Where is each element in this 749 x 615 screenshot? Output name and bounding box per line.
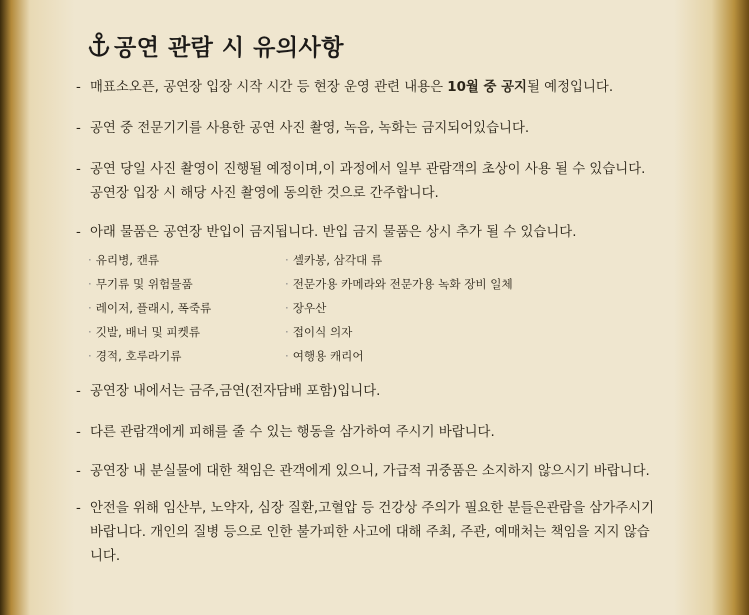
notice-8: - 안전을 위해 임산부, 노약자, 심장 질환,고혈압 등 건강상 주의가 필요한 분들은관람을 삼가주시기 바랍니다. 개인의 질병 등으로 인한 불가피한 사고에 대해 주최, 주관, 예매처는 책임을 지지 않습 니다. xyxy=(76,501,655,564)
prohibited-item: · 접이식 의자 xyxy=(285,325,353,339)
prohibited-item: · 장우산 xyxy=(285,301,327,315)
prohibited-item: · 경적, 호루라기류 xyxy=(88,349,182,363)
notice-1-highlight: 10월 중 공지 xyxy=(447,80,527,95)
anchor-icon xyxy=(88,32,110,58)
notice-1: - 매표소오픈, 공연장 입장 시작 시간 등 현장 운영 관련 내용은 10월 중 공지될 예정입니다. xyxy=(76,80,614,95)
prohibited-item: · 유리병, 캔류 xyxy=(88,253,160,267)
notice-3: - 공연 당일 사진 촬영이 진행될 예정이며,이 과정에서 일부 관람객의 초상이 사용 될 수 있습니다. 공연장 입장 시 해당 사진 촬영에 동의한 것으로 간주합니다. xyxy=(76,162,646,201)
notice-2: - 공연 중 전문기기를 사용한 공연 사진 촬영, 녹음, 녹화는 금지되어있습니다. xyxy=(76,121,530,136)
prohibited-item: · 여행용 캐리어 xyxy=(285,349,364,363)
prohibited-item: · 무기류 및 위험물품 xyxy=(88,277,193,291)
notice-7: - 공연장 내 분실물에 대한 책임은 관객에게 있으니, 가급적 귀중품은 소지하지 않으시기 바랍니다. xyxy=(76,464,650,479)
notice-4: - 아래 물품은 공연장 반입이 금지됩니다. 반입 금지 물품은 상시 추가 될 수 있습니다. xyxy=(76,225,577,240)
page-title xyxy=(88,28,344,62)
prohibited-item: · 깃발, 배너 및 피켓류 xyxy=(88,325,201,339)
prohibited-item: · 셀카봉, 삼각대 류 xyxy=(285,253,383,267)
title-text: 공연 관람 시 유의사항 xyxy=(114,34,344,61)
notice-5: - 공연장 내에서는 금주,금연(전자담배 포함)입니다. xyxy=(76,384,381,399)
notice-6: - 다른 관람객에게 피해를 줄 수 있는 행동을 삼가하여 주시기 바랍니다. xyxy=(76,425,495,440)
prohibited-item: · 레이저, 플래시, 폭죽류 xyxy=(88,301,212,315)
prohibited-item: · 전문가용 카메라와 전문가용 녹화 장비 일체 xyxy=(285,277,513,291)
